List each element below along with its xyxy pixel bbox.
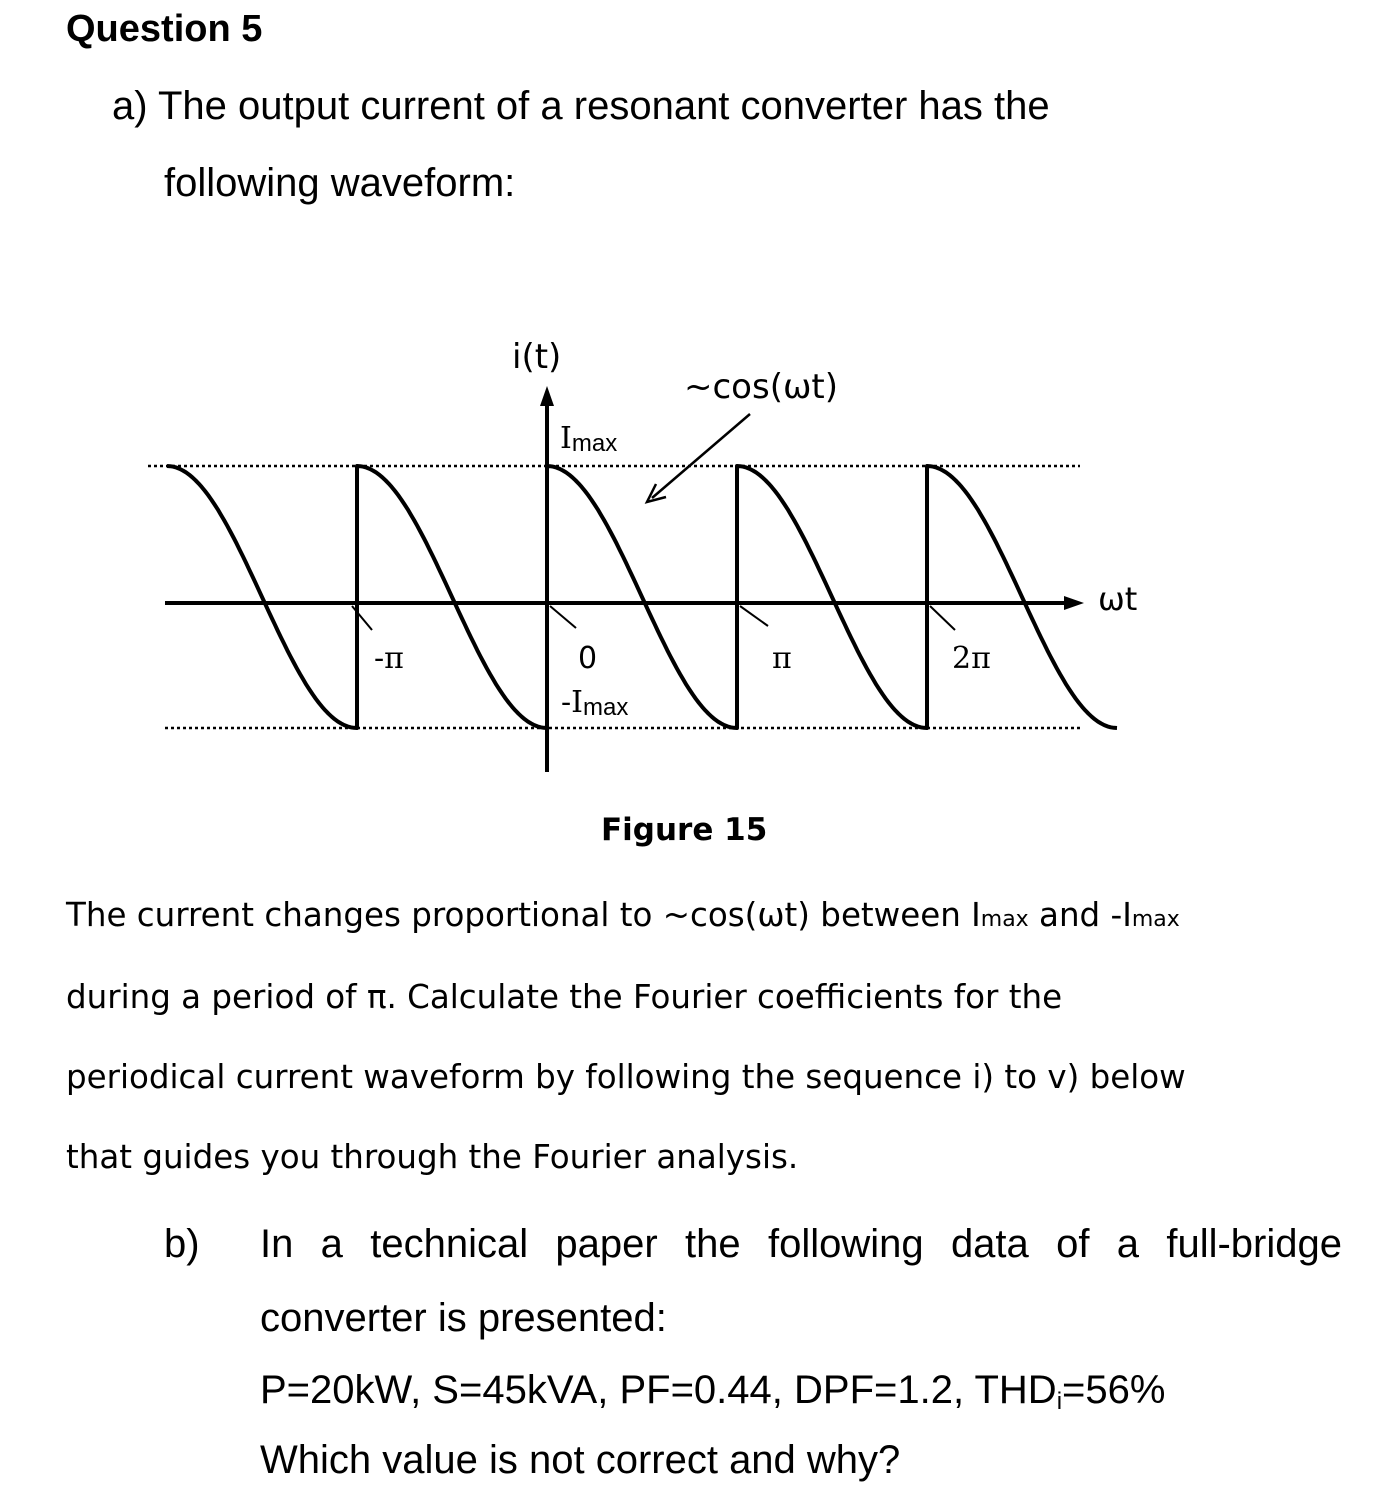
figure-caption: Figure 15 [601, 812, 768, 848]
tick-label-neg-pi: -π [374, 641, 404, 676]
part-b-data-subscript: i [1056, 1388, 1063, 1415]
tick-label-zero: 0 [578, 641, 598, 676]
part-b-word: the [685, 1222, 741, 1266]
part-b-line-1 [260, 1222, 1342, 1267]
part-b-word: following [767, 1222, 924, 1266]
y-axis-label: i(t) [512, 337, 562, 377]
waveform-curve [167, 466, 1117, 728]
time-axis-arrowhead [1064, 596, 1084, 610]
tick-label-two-pi: 2π [952, 641, 991, 676]
part-b-word: a [320, 1222, 343, 1266]
part-b-word: a [1116, 1222, 1140, 1266]
part-b-question: Which value is not correct and why? [260, 1438, 901, 1482]
part-b-data-text: P=20kW, S=45kVA, PF=0.44, DPF=1.2, THD [260, 1368, 1057, 1412]
paragraph-line-3: periodical current waveform by following the sequence i) to v) below [66, 1058, 1186, 1096]
part-a-text-line-1: a) The output current of a resonant converter has the [112, 84, 1050, 128]
paragraph-subscript: max [980, 907, 1029, 932]
part-a-text-line-2: following waveform: [164, 161, 516, 205]
part-b-word: technical [370, 1222, 529, 1266]
imax-label: Imax [560, 421, 618, 457]
waveform-figure [0, 320, 1400, 800]
part-b-word: of [1056, 1222, 1090, 1266]
paragraph-text: and -I [1028, 896, 1132, 934]
tick-leader-two-pi [930, 606, 955, 630]
paragraph-text: The current changes proportional to ~cos(ωt) between I [66, 896, 981, 934]
tick-leader-zero [550, 606, 576, 628]
question-heading: Question 5 [66, 8, 263, 50]
neg-imax-label: -Imax [561, 685, 629, 721]
part-b-word: full-bridge [1166, 1222, 1342, 1266]
paragraph-line-1 [66, 896, 1180, 934]
part-b-data-line [260, 1368, 1165, 1416]
tick-label-pi: π [772, 641, 792, 676]
current-axis-arrowhead [540, 386, 554, 406]
part-b-data-text: =56% [1062, 1368, 1166, 1412]
part-b-word: paper [555, 1222, 658, 1266]
part-b-label: b) [164, 1222, 200, 1266]
part-b-line-2: converter is presented: [260, 1296, 667, 1340]
paragraph-subscript: max [1131, 907, 1180, 932]
x-axis-label: ωt [1098, 580, 1138, 618]
paragraph-line-2: during a period of π. Calculate the Fourier coefficients for the [66, 978, 1063, 1016]
tick-leader-pi [740, 606, 768, 626]
part-b-word: In [260, 1222, 294, 1266]
curve-label: ~cos(ωt) [684, 367, 839, 407]
part-b-word: data [950, 1222, 1029, 1266]
paragraph-line-4: that guides you through the Fourier analysis. [66, 1138, 799, 1176]
